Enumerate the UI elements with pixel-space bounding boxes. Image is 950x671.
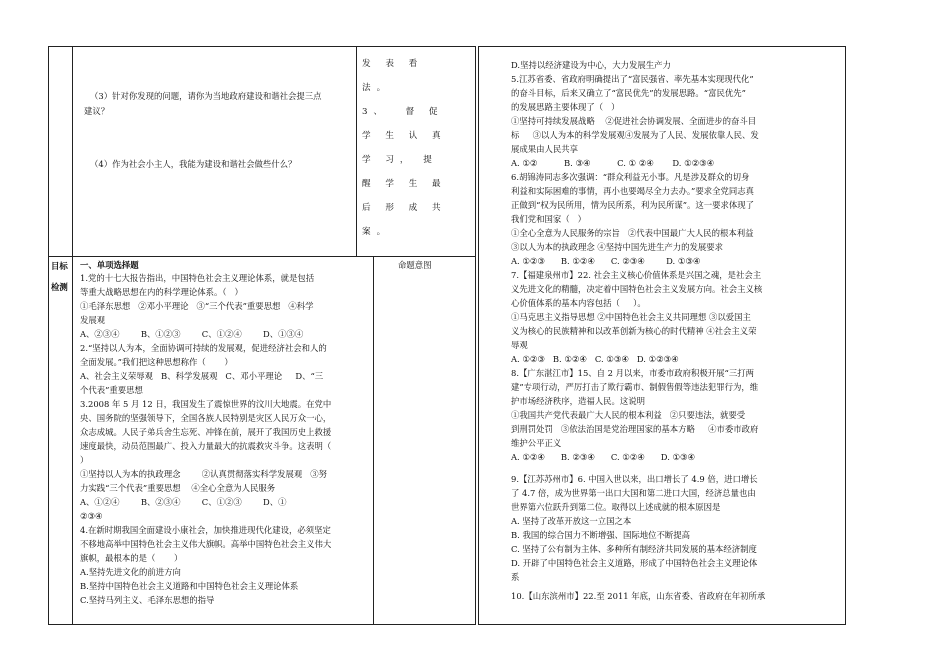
right-line-29: A. ①②④ B. ②③④ C. ①②④ D. ①③④ [511, 452, 696, 462]
right-line-12: 我们党和国家（ ） [511, 214, 586, 224]
right-line-6: 标 ③以人为本的科学发展观④发展为了人民、发展依靠人民、发 [511, 130, 759, 140]
right-line-27: 到刑罚处罚 ③依法治国是党治理国家的基本方略 ④市委市政府 [511, 424, 759, 434]
question-4: （4）作为社会小主人，我能为建设和谐社会做些什么？ [90, 159, 297, 169]
right-line-10: 利益和实际困难的事情，再小也要竭尽全力去办。”要求全党同志真 [511, 186, 754, 196]
left-line-4: 发展观 [80, 315, 106, 325]
right-line-34: B. 我国的综合国力不断增强、国际地位不断提高 [511, 530, 690, 540]
left-line-11: 央、国务院的坚强领导下，全国各族人民特别是灾区人民万众一心， [80, 413, 332, 423]
label-column-divider [72, 46, 73, 625]
left-line-1: 1.党的十七大报告指出，中国特色社会主义理论体系，就是包括 [80, 273, 315, 283]
right-line-33: A. 坚持了改革开放这一立国之本 [511, 516, 632, 526]
right-line-38: 10.【山东滨州市】22.至 2011 年底，山东省委、省政府在年初所承 [511, 591, 766, 601]
right-line-4: 的发展思路主要体现了（ ） [511, 102, 620, 112]
left-line-7: 全面发展。”我们把这种思想称作（ ） [80, 357, 233, 367]
section-title: 一、单项选择题 [80, 260, 139, 270]
right-line-26: ①我国共产党代表最广大人民的根本利益 ②只要违法，就要受 [511, 410, 746, 420]
question-3-line-2: 建议？ [84, 106, 110, 116]
right-line-3: 的奋斗目标，后来又确立了“富民优先”的发展思路。“富民优先” [511, 88, 746, 98]
right-line-17: 义先进文化的精髓，决定着中国特色社会主义发展方向。社会主义核 [511, 284, 763, 294]
left-line-10: 3.2008 年 5 月 12 日，我国发生了震惊世界的汶川大地震。在党中 [80, 399, 332, 409]
left-table-top-border [48, 46, 476, 47]
left-line-16: 力实践“三个代表”重要思想 ④全心全意为人民服务 [80, 483, 276, 493]
right-line-16: 7.【福建泉州市】22. 社会主义核心价值体系是兴国之魂，是社会主 [511, 270, 762, 280]
side-note-line-3: 3、 督 促 [362, 107, 444, 117]
side-note-line-6: 醒 学 生 最 [362, 179, 447, 189]
left-table-bottom-border [48, 624, 476, 625]
left-line-9: 个代表”重要思想 [80, 385, 143, 395]
side-note-line-2: 法。 [362, 83, 392, 93]
left-line-19: 4.在新时期我国全面建设小康社会，加快推进现代化建设，必须坚定 [80, 525, 331, 535]
right-line-32: 世界第六位跃升到第二位。取得以上述成就的根本原因是 [511, 502, 721, 512]
right-line-5: ①坚持可持续发展战略 ②促进社会协调发展、全面进步的奋斗目 [511, 116, 757, 126]
right-line-18: 心价值体系的基本内容包括（ ）。 [511, 298, 646, 308]
right-line-11: 正做到“权为民所用，情为民所系，利为民所谋”。这一要求体现了 [511, 200, 755, 210]
intent-header: 命题意图 [398, 260, 432, 270]
left-line-24: C.坚持马列主义、毛泽东思想的指导 [80, 595, 215, 605]
right-table-right-border [845, 46, 846, 625]
right-line-37: 系 [511, 572, 520, 582]
right-line-25: 护市场经济秩序，造福人民。这说明 [511, 396, 645, 406]
left-line-8: A、社会主义荣辱观 B、科学发展观 C、邓小平理论 D、“三 [80, 371, 324, 381]
left-line-21: 旗帜，最根本的是（ ） [80, 553, 183, 563]
right-line-28: 维护公平正义 [511, 438, 562, 448]
right-line-2: 5.江苏省委、省政府明确提出了“富民强省、率先基本实现现代化” [511, 74, 754, 84]
right-line-23: 8.【广东湛江市】15、自 2 月以来，市委市政府积极开展“三打两 [511, 368, 754, 378]
right-line-8: A. ①② B. ③④ C. ① ②④ D. ①②③④ [511, 158, 715, 168]
side-note-line-1: 发 表 看 [362, 59, 424, 69]
right-line-9: 6.胡锦涛同志多次强调：“群众利益无小事。凡是涉及群众的切身 [511, 172, 750, 182]
section-label-target: 目标 [51, 261, 68, 271]
side-note-line-8: 案。 [362, 227, 392, 237]
right-line-31: 了 4.7 倍，成为世界第一出口大国和第二进口大国，经济总量也由 [511, 488, 756, 498]
right-table-bottom-border [478, 624, 846, 625]
right-line-22: A. ①②③ B. ①②④ C. ①③④ D. ①②③④ [511, 354, 679, 364]
left-line-17: A、①②④ B、②③④ C、①②③ D、① [80, 497, 287, 507]
right-line-30: 9.【江苏苏州市】6. 中国入世以来，出口增长了 4.9 倍，进口增长 [511, 474, 758, 484]
section-label-check: 检测 [51, 282, 68, 292]
right-line-1: D.坚持以经济建设为中心，大力发展生产力 [511, 60, 671, 70]
left-line-18: ②③④ [80, 511, 103, 521]
side-note-line-5: 学 习， 提 [362, 155, 438, 165]
side-note-line-7: 后 形 成 共 [362, 203, 447, 213]
left-line-2: 等重大战略思想在内的科学理论体系。（ ） [80, 287, 243, 297]
side-note-line-4: 学 生 认 真 [362, 131, 447, 141]
notes-column-divider-bottom [373, 256, 374, 625]
left-line-13: 速度最快，动员范围最广、投入力量最大的抗震救灾斗争。这表明（ [80, 441, 332, 451]
right-line-13: ①全心全意为人民服务的宗旨 ②代表中国最广大人民的根本利益 [511, 228, 754, 238]
section-row-divider [48, 256, 476, 257]
right-line-19: ①马克思主义指导思想 ②中国特色社会主义共同理想 ③以爱国主 [511, 312, 751, 322]
right-line-24: 建”专项行动，严厉打击了欺行霸市、制假售假等违法犯罪行为，维 [511, 382, 759, 392]
left-table-right-border [475, 46, 476, 625]
notes-column-divider-top [356, 46, 357, 256]
left-line-6: 2.“坚持以人为本，全面协调可持续的发展观，促进经济社会和人的 [80, 343, 327, 353]
left-line-3: ①毛泽东思想 ②邓小平理论 ③“三个代表”重要思想 ④科学 [80, 301, 314, 311]
left-line-14: ） [80, 455, 89, 465]
right-line-7: 展成果由人民共享 [511, 144, 578, 154]
right-table-top-border [478, 46, 846, 47]
right-line-20: 义为核心的民族精神和以改革创新为核心的时代精神 ④社会主义荣 [511, 326, 757, 336]
left-line-12: 众志成城。人民子弟兵舍生忘死、冲锋在前，展开了我国历史上救援 [80, 427, 332, 437]
right-line-15: A. ①②③ B. ①②④ C. ②③④ D. ①③④ [511, 256, 701, 266]
left-table-left-border [48, 46, 49, 625]
left-line-20: 不移地高举中国特色社会主义伟大旗帜。高举中国特色社会主义伟大 [80, 539, 332, 549]
left-line-22: A.坚持先进文化的前进方向 [80, 567, 181, 577]
right-line-14: ③以人为本的执政理念 ④坚持中国先进生产力的发展要求 [511, 242, 724, 252]
right-line-36: D. 开辟了中国特色社会主义道路，形成了中国特色社会主义理论体 [511, 558, 758, 568]
right-line-21: 辱观 [511, 340, 528, 350]
left-line-5: A、②③④ B、①②③ C、①②④ D、①③④ [80, 329, 304, 339]
left-line-15: ①坚持以人为本的执政理念 ②认真贯彻落实科学发展观 ③努 [80, 469, 328, 479]
left-line-23: B.坚持中国特色社会主义道路和中国特色社会主义理论体系 [80, 581, 299, 591]
right-table-left-border [478, 46, 479, 625]
right-line-35: C. 坚持了公有制为主体、多种所有制经济共同发展的基本经济制度 [511, 544, 757, 554]
question-3-line-1: （3）针对你发现的问题，请你为当地政府建设和谐社会提三点 [90, 91, 322, 101]
